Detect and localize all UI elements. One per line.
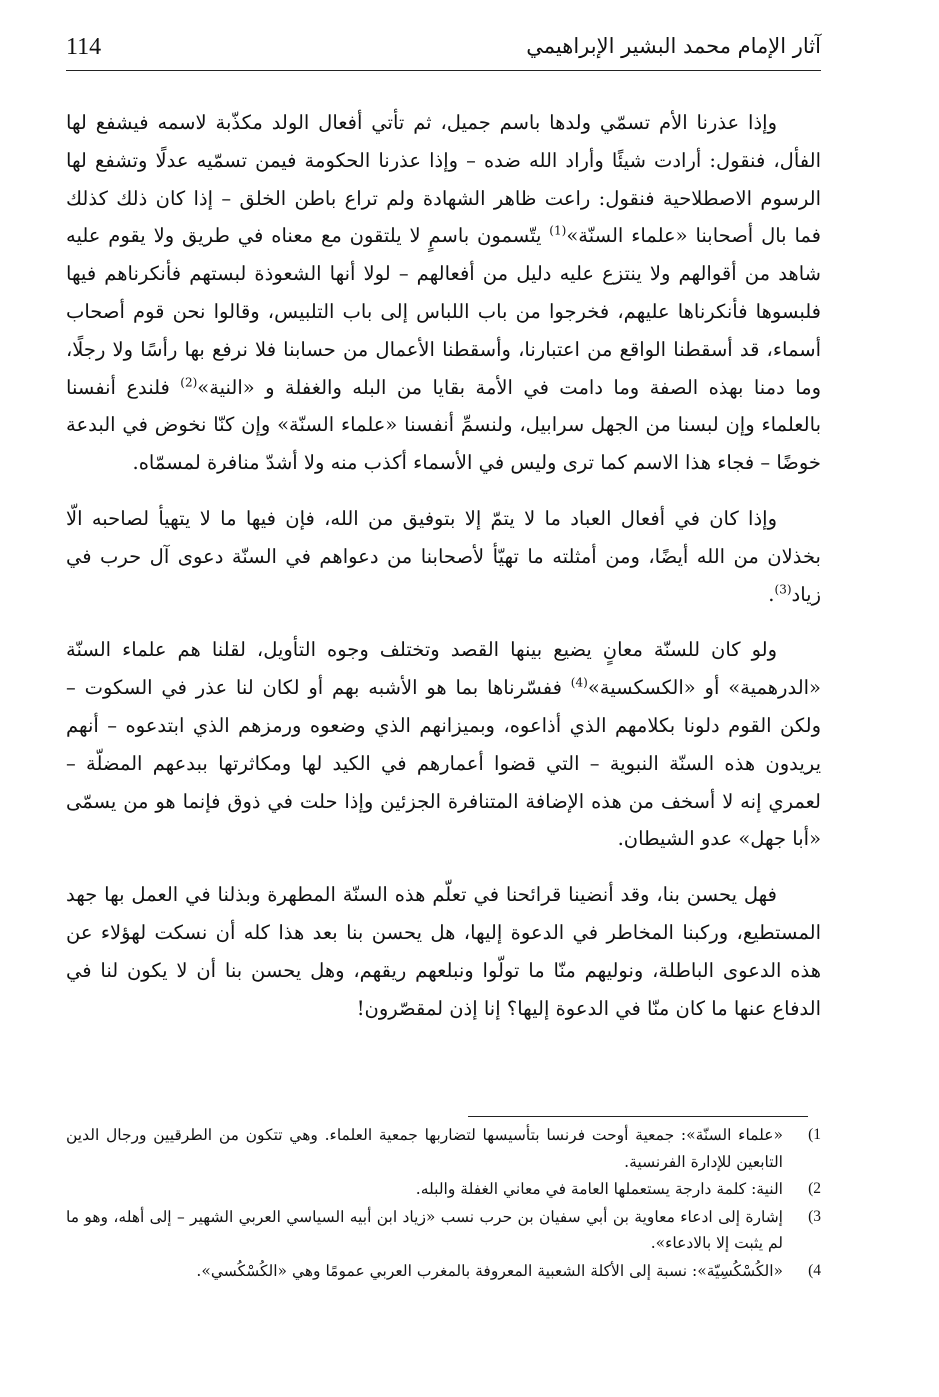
footnote-number: 3) xyxy=(808,1207,821,1225)
paragraph-4-text: فهل يحسن بنا، وقد أنضينا قرائحنا في تعلّم هذه السنّة المطهرة وبذلنا في العمل بها جهد المستطيع، وركبنا المخاطر في الدعوة إليها، هل يحسن بنا بعد هذا كله أن نسكت لهؤلاء عن هذه الدعوى الباطلة، ونوليهم منّا ما تولّوا ونبلعهم ريقهم، وهل يحسن بنا أن لا يكون لنا في الدفاع عنها ما كان منّا في الدعوة إليها؟ إنا إذن لمقصّرون! xyxy=(66,883,821,1020)
footnote-text: النية: كلمة دارجة يستعملها العامة في معاني الغفلة والبله. xyxy=(415,1180,783,1198)
footnote-text: «علماء السنّة»: جمعية أوحت فرنسا بتأسيسها لتضاربها جمعية العلماء. وهي تتكون من الطرقيين ورجال الدين التابعين للإدارة الفرنسية. xyxy=(66,1126,783,1171)
footnote-ref-3: (3) xyxy=(774,582,792,597)
paragraph-1-text-b: يتّسمون باسمٍ لا يلتقون مع معناه في طريق ولا يقوم عليه شاهد من أقوالهم ولا ينتزع عليه دليل من أفعالهم – لولا أنها الشعوذة لبستهم فأنكرناهم فيها فلبسوها فأنكرناها عليهم، فخرجوا من باب اللباس إلى باب التلبيس، وقالوا نحن قوم أصحاب أسماء، قد أسقطنا الواقع من اعتبارنا، وأسقطنا الأعمال من حسابنا فلا نرفع بها رأسًا ولا رجلًا، وما دمنا بهذه الصفة وما دامت في الأمة بقايا من البله والغفلة و «النية» xyxy=(66,224,821,399)
page-header xyxy=(66,30,821,71)
footnote-3 xyxy=(66,1204,821,1257)
footnote-1 xyxy=(66,1122,821,1175)
paragraph-2 xyxy=(66,500,821,613)
footnote-number: 1) xyxy=(808,1126,821,1143)
footnote-2 xyxy=(66,1176,821,1203)
footnote-text: «الكُسْكُسِيّة»: نسبة إلى الأكلة الشعبية المعروفة بالمغرب العربي عمومًا وهي «الكُسْكُسي». xyxy=(196,1261,783,1280)
paragraph-1-text-c: فلندع أنفسنا بالعلماء وإن لبسنا من الجهل سرابيل، ولنسمِّ أنفسنا «علماء السنّة» وإن كنّا نخوض في البدعة خوضًا – فجاء هذا الاسم كما ترى وليس في الأسماء أكذب منه ولا أشدّ منافرة لمسمّاه. xyxy=(66,375,821,475)
running-title: آثار الإمام محمد البشير الإبراهيمي xyxy=(526,34,821,58)
footnote-divider xyxy=(468,1116,808,1117)
paragraph-3-text-a: ولو كان للسنّة معانٍ يضيع بينها القصد وتختلف وجوه التأويل، لقلنا هم علماء السنّة «الدرهمية» أو «الكسكسية» xyxy=(66,638,821,700)
footnote-ref-4: (4) xyxy=(570,675,588,690)
footnote-number: 2) xyxy=(808,1180,821,1197)
footnotes xyxy=(66,1122,821,1285)
paragraph-2-end: . xyxy=(768,582,775,606)
paragraph-2-text: وإذا كان في أفعال العباد ما لا يتمّ إلا بتوفيق من الله، فإن فيها ما لا يتهيأ لصاحبه الّا بخذلان من الله أيضًا، ومن أمثلته ما تهيّأ لأصحابنا من دعواهم في السنّة دعوى آل حرب في زياد xyxy=(66,506,821,606)
body-text xyxy=(66,104,821,1045)
paragraph-1-text-a: وإذا عذرنا الأم تسمّي ولدها باسم جميل، ثم تأتي أفعال الولد مكذّبة لاسمه فيشفع لها الفأل، فنقول: أرادت شيئًا وأراد الله ضده – وإذا عذرنا الحكومة فيمن تسمّيه عدلًا وتشفع لها الرسوم الاصطلاحية فنقول: راعت ظاهر الشهادة ولم تراع باطن الخلق – إذا كان ذلك كذلك فما بال أصحابنا «علماء السنّة» xyxy=(66,111,821,248)
footnote-ref-2: (2) xyxy=(180,375,198,390)
footnote-ref-1: (1) xyxy=(549,223,567,238)
paragraph-4 xyxy=(66,876,821,1027)
paragraph-3-text-b: ففسّرناها بما هو الأشبه بهم أو لكان لنا عذر في السكوت – ولكن القوم دلونا بكلامهم الذي أذاعوه، وبميزانهم الذي وضعوه ورمزهم الذي ابتدعوه – أنهم يريدون هذه السنّة النبوية – التي قضوا أعمارهم في الكيد لها ومكاثرتها ببدعهم المضلّة – لعمري إنه لا أسخف من هذه الإضافة المتنافرة الجزئين وإذا حلت في ذوق فإنما هو من يسمّى «أبا جهل» عدو الشيطان. xyxy=(66,676,821,851)
footnote-number: 4) xyxy=(808,1261,821,1279)
footnote-text: إشارة إلى ادعاء معاوية بن أبي سفيان بن حرب نسب «زياد ابن أبيه السياسي العربي الشهير – إلى أهله، وهو ما لم يثبت إلا بالادعاء». xyxy=(66,1207,783,1252)
paragraph-3 xyxy=(66,631,821,858)
footnote-4 xyxy=(66,1258,821,1285)
page-number: 114 xyxy=(66,34,102,60)
paragraph-1 xyxy=(66,104,821,482)
